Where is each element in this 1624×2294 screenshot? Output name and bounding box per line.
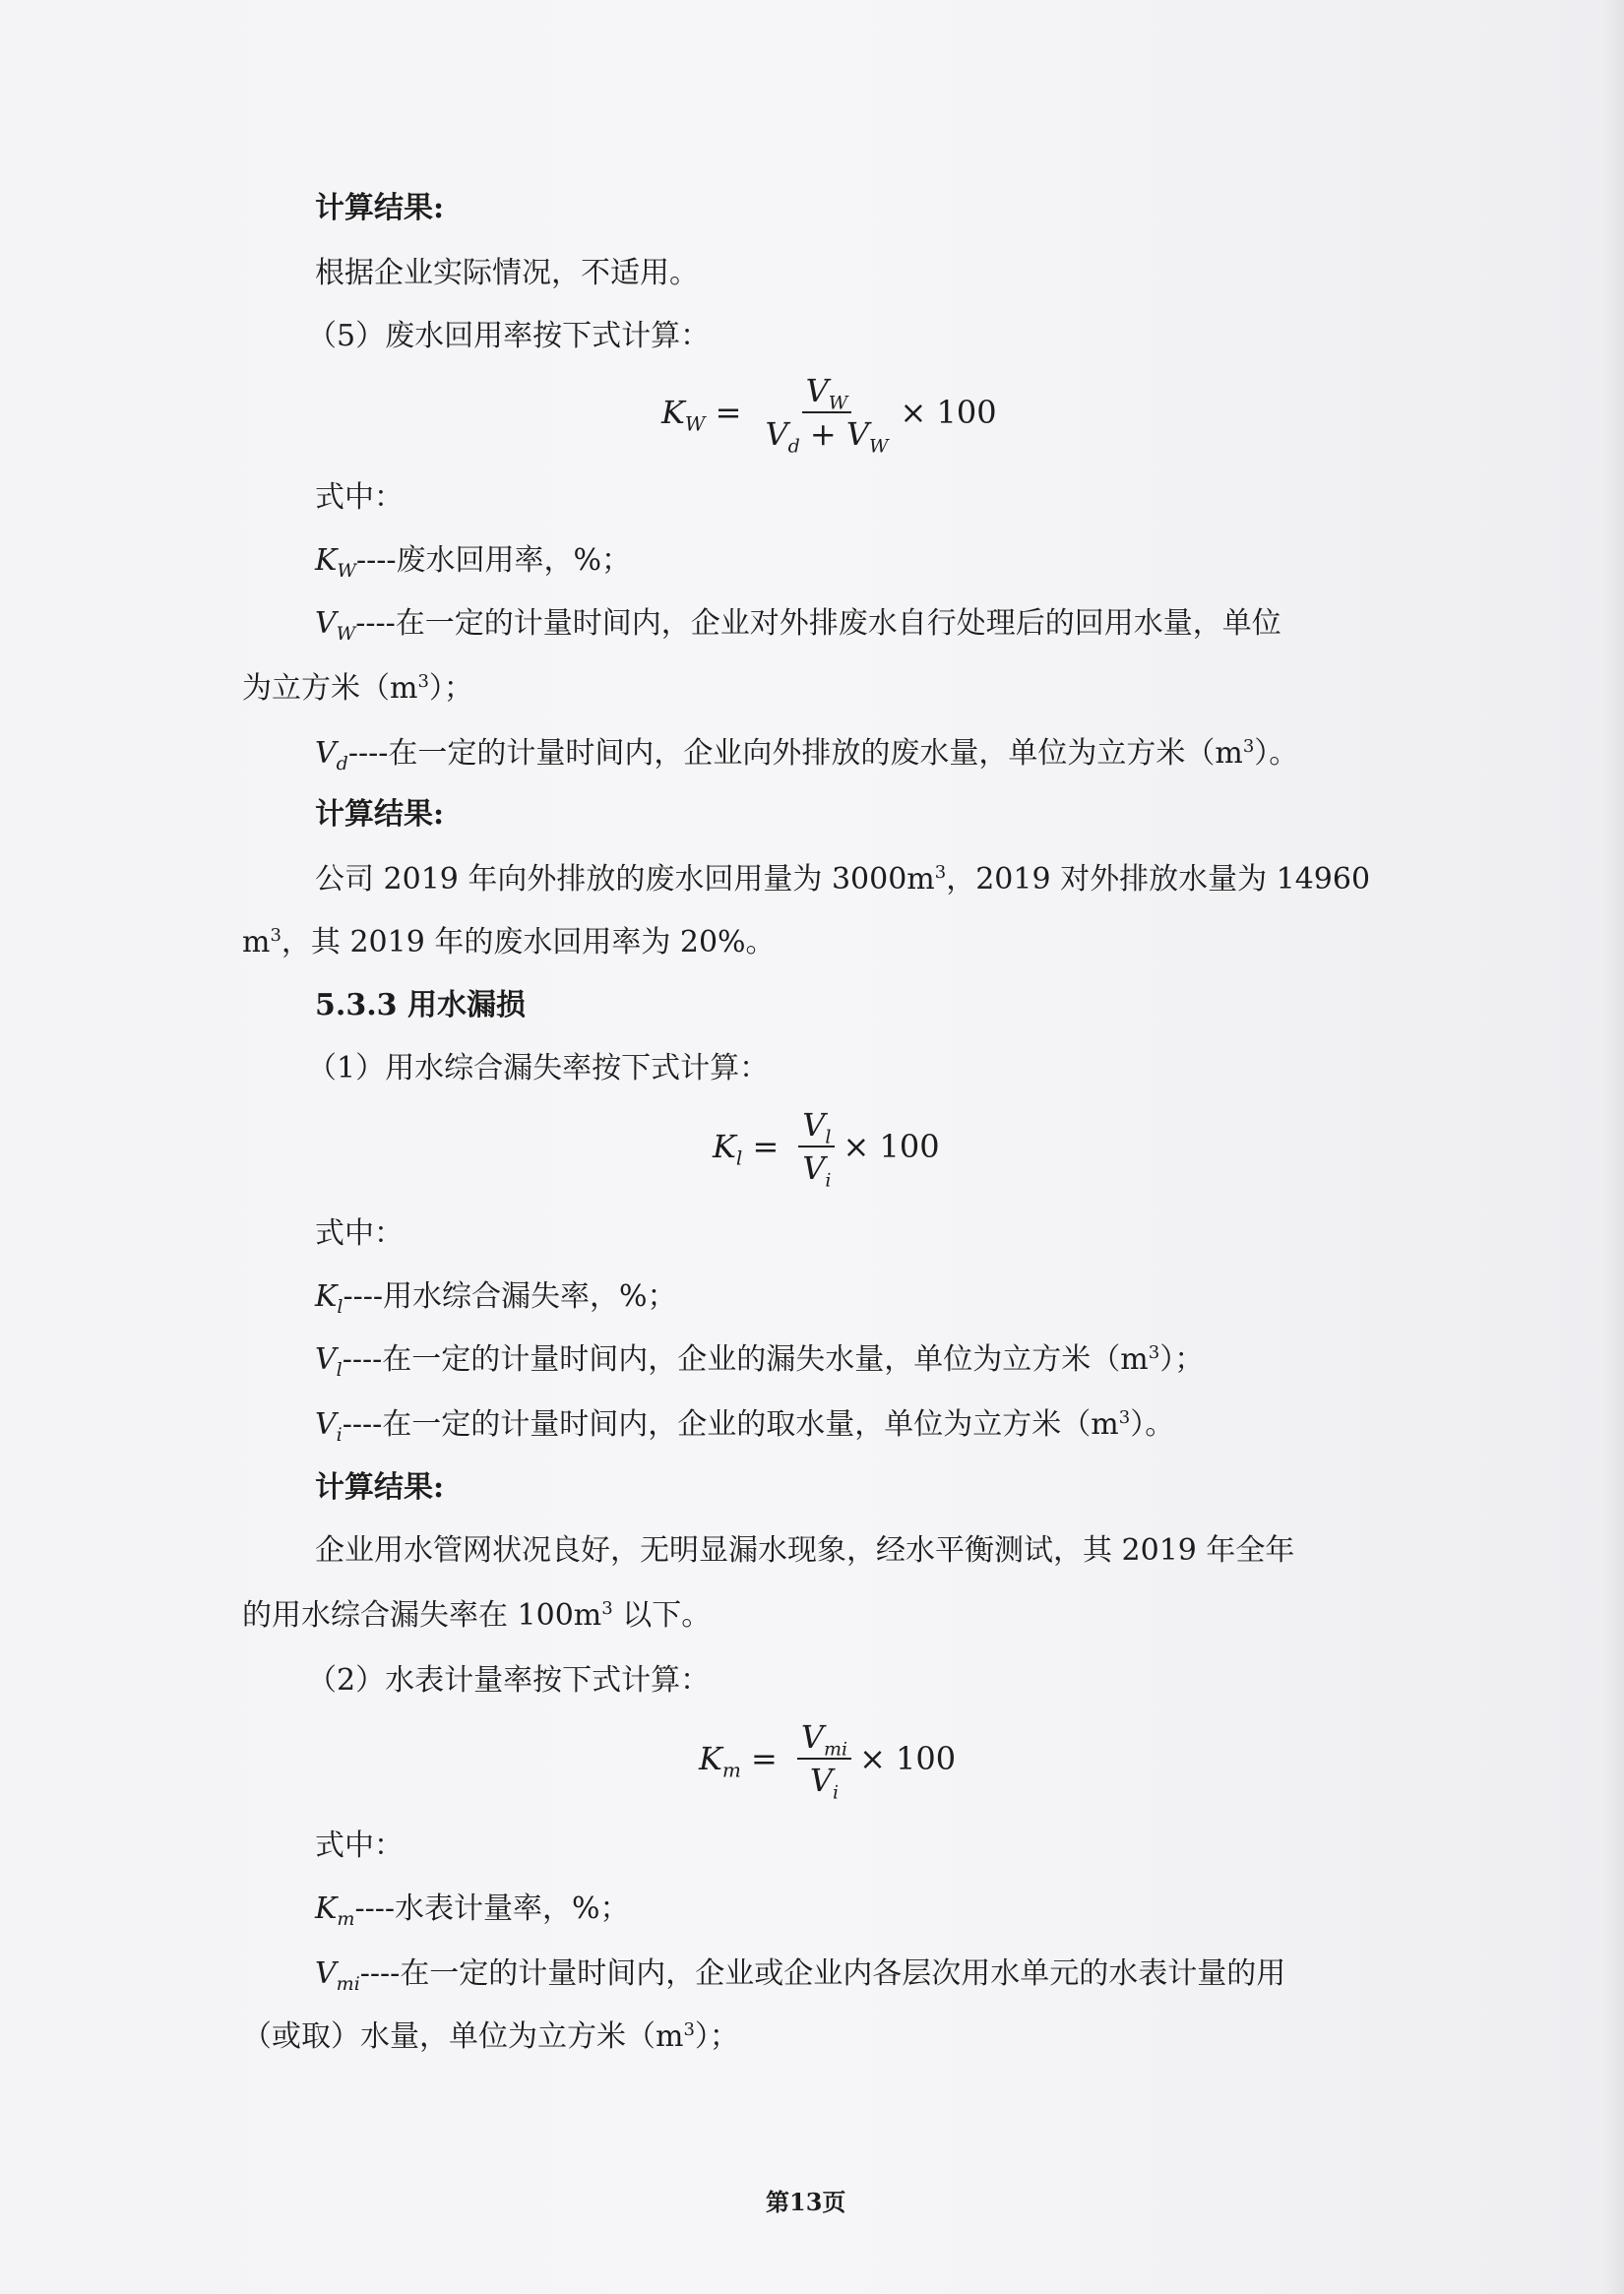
page-number: 第13页: [766, 2188, 846, 2216]
item5-intro: （5）废水回用率按下式计算：: [307, 319, 711, 353]
result1-line1: 公司 2019 年向外排放的废水回用量为 $3000m^3$，2019 对外排放水量为 14960: [315, 862, 1371, 897]
def-vd: $V_d----$在一定的计量时间内，企业向外排放的废水量，单位为立方米$(m^3)$。: [315, 736, 1299, 775]
not-applicable-text: 根据企业实际情况，不适用。: [315, 256, 699, 290]
def-kw: $K_W----$废水回用率，%；: [315, 543, 632, 582]
def-vmi: $V_{mi}----$在一定的计量时间内，企业或企业内各层次用水单元的水表计量的用: [315, 1956, 1286, 1995]
formula-km: $K_m$ = $\frac{V_{mi}}{V_i}$ × 100: [699, 1718, 957, 1804]
result2-line1: 企业用水管网状况良好，无明显漏水现象，经水平衡测试，其 2019 年全年: [315, 1533, 1295, 1568]
def-vmi-cont: （或取）水量，单位为立方米$(m^3)$；: [242, 2019, 739, 2054]
calc-result-heading-3: 计算结果:: [315, 1470, 445, 1505]
result2-line2: 的用水综合漏失率在 $100m^3$ 以下。: [242, 1598, 712, 1633]
item2-intro: （2）水表计量率按下式计算：: [307, 1663, 711, 1698]
shizhong-2: 式中：: [315, 1216, 404, 1251]
def-km: $K_m----$水表计量率，%；: [315, 1891, 630, 1930]
section-533-heading: 5.3.3 用水漏损: [315, 988, 526, 1023]
calc-result-heading-1: 计算结果:: [315, 191, 445, 225]
item1-intro: （1）用水综合漏失率按下式计算：: [307, 1051, 770, 1085]
shizhong-3: 式中：: [315, 1829, 404, 1863]
def-vl: $V_l----$在一定的计量时间内，企业的漏失水量，单位为立方米$(m^3)$；: [315, 1342, 1205, 1381]
formula-kl: $K_l$ = $\frac{V_l}{V_i}$ × 100: [713, 1106, 940, 1192]
def-vw: $V_W----$在一定的计量时间内，企业对外排废水自行处理后的回用水量，单位: [315, 606, 1281, 645]
result1-line2: $m^3$，其 2019 年的废水回用率为 20%。: [242, 925, 776, 960]
page-edge-shadow: [1602, 0, 1624, 2294]
def-vi: $V_i----$在一定的计量时间内，企业的取水量，单位为立方米$(m^3)$。: [315, 1407, 1175, 1446]
def-kl: $K_l----$用水综合漏失率，%；: [315, 1279, 677, 1318]
formula-kw: $K_W$ = $\frac{V_W}{V_d + V_W}$ × 100: [661, 372, 997, 458]
calc-result-heading-2: 计算结果:: [315, 797, 445, 832]
def-vw-cont: 为立方米$(m^3)$；: [242, 671, 473, 706]
shizhong-1: 式中：: [315, 480, 404, 515]
